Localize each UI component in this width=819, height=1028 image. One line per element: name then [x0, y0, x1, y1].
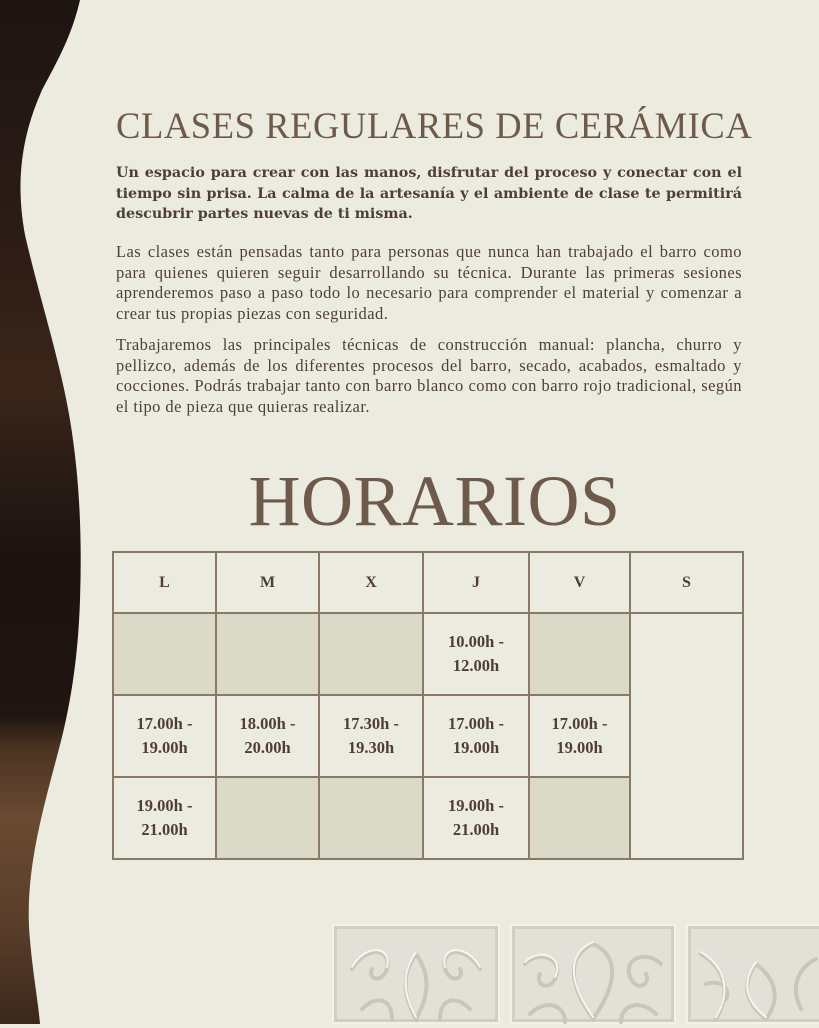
schedule-cell — [529, 613, 630, 695]
schedule-cell: 19.00h - 21.00h — [423, 777, 529, 859]
schedule-table — [112, 551, 744, 860]
day-header-martes: M — [216, 552, 319, 613]
ceramic-tile — [686, 924, 819, 1024]
tile-ornament-icon — [332, 924, 500, 1024]
day-header-jueves: J — [423, 552, 529, 613]
description-paragraph-1: Las clases están pensadas tanto para personas que nunca han trabajado el barro como para quienes quieren seguir desarrollando su técnica. Durante las primeras sesiones aprenderemos paso a paso todo lo necesario para comprender el material y comenzar a crear tus propias piezas con seguridad. — [116, 242, 742, 323]
schedule-cell — [216, 613, 319, 695]
page-title: CLASES REGULARES DE CERÁMICA — [116, 105, 753, 146]
day-header-viernes: V — [529, 552, 630, 613]
saturday-column-cell — [630, 613, 743, 859]
tile-ornament-icon — [510, 924, 676, 1024]
ceramic-tiles-decoration — [330, 924, 819, 1024]
schedule-heading: HORARIOS — [248, 461, 621, 541]
schedule-cell: 10.00h - 12.00h — [423, 613, 529, 695]
schedule-header-row — [113, 552, 743, 613]
description-paragraph-2: Trabajaremos las principales técnicas de construcción manual: plancha, churro y pellizco, además de los diferentes procesos del barro, secado, acabados, esmaltado y cocciones. Podrás trabajar tanto con barro blanco como con barro rojo tradicional, según el tipo de pieza que quieras realizar. — [116, 335, 742, 416]
day-header-lunes: L — [113, 552, 216, 613]
schedule-cell: 18.00h - 20.00h — [216, 695, 319, 777]
schedule-cell — [319, 777, 423, 859]
schedule-row — [113, 613, 743, 695]
tile-ornament-icon — [686, 924, 819, 1024]
schedule-cell — [216, 777, 319, 859]
schedule-cell — [113, 613, 216, 695]
schedule-cell: 19.00h - 21.00h — [113, 777, 216, 859]
schedule-cell — [319, 613, 423, 695]
ceramic-tile — [510, 924, 676, 1024]
schedule-cell: 17.00h - 19.00h — [529, 695, 630, 777]
schedule-cell: 17.00h - 19.00h — [113, 695, 216, 777]
schedule-cell — [529, 777, 630, 859]
day-header-sabado: S — [630, 552, 743, 613]
intro-paragraph: Un espacio para crear con las manos, disfrutar del proceso y conectar con el tiempo sin prisa. La calma de la artesanía y el ambiente de clase te permitirá descubrir partes nuevas de ti misma. — [116, 165, 742, 222]
schedule-cell: 17.00h - 19.00h — [423, 695, 529, 777]
schedule-cell: 17.30h - 19.30h — [319, 695, 423, 777]
ceramic-tile — [332, 924, 500, 1024]
day-header-miercoles: X — [319, 552, 423, 613]
